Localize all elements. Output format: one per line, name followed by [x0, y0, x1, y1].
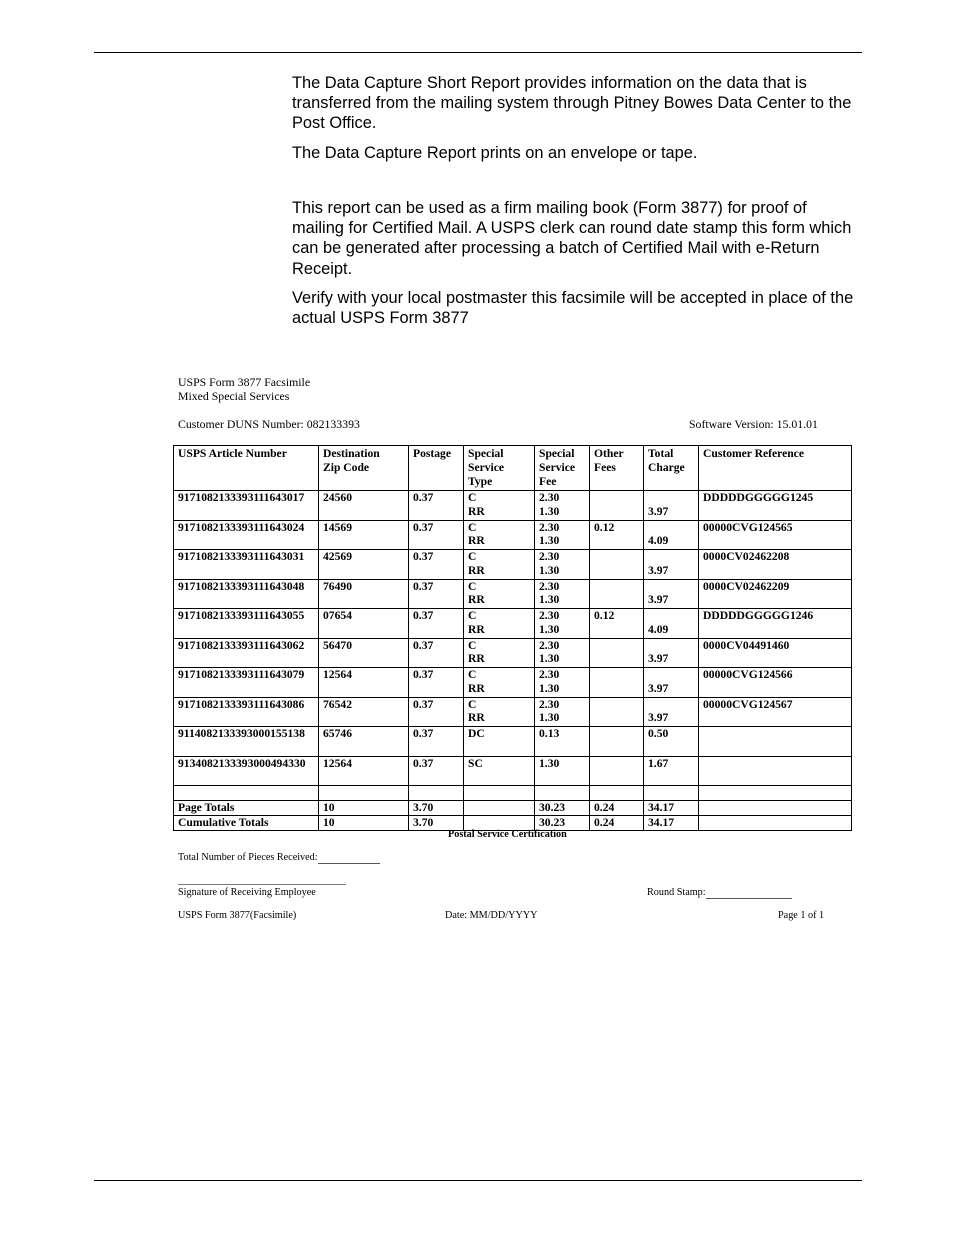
- header-destination-zip: Destination Zip Code: [319, 446, 409, 491]
- page-totals-label: Page Totals: [174, 801, 319, 816]
- cumulative-totals-count: 10: [319, 816, 409, 831]
- service-type-value: C: [468, 491, 477, 504]
- total-charge-value: 0.50: [648, 727, 669, 740]
- service-fee-cell: [535, 491, 590, 521]
- service-fee-value: 2.30: [539, 520, 560, 534]
- service-type-value: C: [468, 697, 477, 711]
- other-fees-cell: [590, 491, 644, 521]
- service-fee-value: 1.30: [539, 711, 560, 725]
- table-row: [174, 697, 852, 727]
- service-fee-cell: [535, 520, 590, 550]
- table-row: [174, 668, 852, 698]
- article-number-cell: 9171082133393111643086: [174, 697, 319, 727]
- service-type-value: C: [468, 609, 477, 622]
- zip-code-cell: 12564: [319, 756, 409, 786]
- service-fee-value: 2.30: [539, 609, 560, 622]
- header-customer-reference: Customer Reference: [699, 446, 852, 491]
- total-charge-cell: [644, 638, 699, 668]
- service-type-value: C: [468, 638, 477, 652]
- service-fee-value: 1.30: [539, 756, 560, 770]
- service-fee-value: 1.30: [539, 652, 560, 666]
- intro-paragraph-2: The Data Capture Report prints on an envelope or tape.: [292, 144, 698, 162]
- service-fee-value: 1.30: [539, 534, 560, 548]
- total-charge-value: 3.97: [648, 681, 669, 695]
- service-type-value: C: [468, 520, 477, 534]
- pieces-received-label: Total Number of Pieces Received:: [178, 852, 318, 863]
- service-fee-value: 2.30: [539, 697, 560, 711]
- customer-reference-cell: 0000CV02462208: [699, 550, 852, 580]
- round-stamp-label: Round Stamp:: [647, 887, 706, 898]
- cumulative-totals-ref: [699, 816, 852, 831]
- customer-reference-cell: 00000CVG124566: [699, 668, 852, 698]
- zip-code-cell: 76542: [319, 697, 409, 727]
- header-rule: [94, 52, 862, 53]
- customer-reference-cell: DDDDDGGGGG1245: [699, 491, 852, 521]
- article-number-cell: 9171082133393111643055: [174, 609, 319, 639]
- total-charge-value: 3.97: [648, 652, 669, 666]
- pieces-received-field: [178, 852, 380, 864]
- service-fee-cell: [535, 550, 590, 580]
- form-title: USPS Form 3877 Facsimile: [178, 375, 311, 389]
- total-charge-cell: [644, 520, 699, 550]
- customer-duns: Customer DUNS Number: 082133393: [178, 417, 360, 431]
- header-article-number: USPS Article Number: [174, 446, 319, 491]
- total-charge-value: 4.09: [648, 622, 669, 636]
- zip-code-cell: 24560: [319, 491, 409, 521]
- article-number-cell: 9171082133393111643048: [174, 579, 319, 609]
- service-type-value: C: [468, 550, 477, 563]
- table-row: [174, 520, 852, 550]
- service-fee-value: 1.30: [539, 563, 560, 577]
- article-number-cell: 9134082133393000494330: [174, 756, 319, 786]
- blank-row: [174, 786, 852, 801]
- service-fee-value: 0.13: [539, 727, 560, 740]
- total-charge-value: 1.67: [648, 756, 669, 770]
- total-charge-cell: [644, 579, 699, 609]
- service-fee-value: 1.30: [539, 504, 560, 518]
- postage-cell: 0.37: [409, 697, 464, 727]
- table-row: [174, 756, 852, 786]
- round-stamp-line: [706, 898, 792, 899]
- total-charge-cell: [644, 727, 699, 757]
- header-service-type: Special Service Type: [464, 446, 535, 491]
- intro-paragraph-4: Verify with your local postmaster this facsimile will be accepted in place of the actual USPS Form 3877: [292, 289, 854, 328]
- service-type-cell: [464, 756, 535, 786]
- table-row: [174, 609, 852, 639]
- zip-code-cell: 12564: [319, 668, 409, 698]
- intro-paragraph-1: The Data Capture Short Report provides information on the data that is transferred from the mailing system through Pitney Bowes Data Center to the Post Office.: [292, 74, 852, 133]
- zip-code-cell: 07654: [319, 609, 409, 639]
- postage-cell: 0.37: [409, 756, 464, 786]
- service-type-value: RR: [468, 534, 485, 548]
- footer-date: Date: MM/DD/YYYY: [445, 910, 538, 921]
- total-charge-cell: [644, 550, 699, 580]
- zip-code-cell: 76490: [319, 579, 409, 609]
- total-charge-value: 3.97: [648, 563, 669, 577]
- service-fee-cell: [535, 697, 590, 727]
- cumulative-totals-total: 34.17: [644, 816, 699, 831]
- service-fee-value: 2.30: [539, 638, 560, 652]
- customer-reference-cell: [699, 756, 852, 786]
- table-row: [174, 550, 852, 580]
- postage-cell: 0.37: [409, 727, 464, 757]
- form-subtitle: Mixed Special Services: [178, 389, 290, 403]
- postage-cell: 0.37: [409, 491, 464, 521]
- total-charge-cell: [644, 697, 699, 727]
- service-type-cell: [464, 491, 535, 521]
- service-type-cell: [464, 520, 535, 550]
- table-row: [174, 491, 852, 521]
- total-charge-cell: [644, 668, 699, 698]
- form-3877-table: [173, 445, 852, 831]
- footer-rule: [94, 1180, 862, 1181]
- service-fee-cell: [535, 609, 590, 639]
- article-number-cell: 9114082133393000155138: [174, 727, 319, 757]
- service-fee-cell: [535, 668, 590, 698]
- cumulative-totals-postage: 3.70: [409, 816, 464, 831]
- service-fee-value: 1.30: [539, 593, 560, 607]
- service-type-cell: [464, 727, 535, 757]
- table-row: [174, 638, 852, 668]
- zip-code-cell: 42569: [319, 550, 409, 580]
- other-fees-cell: [590, 727, 644, 757]
- service-type-value: C: [468, 668, 477, 681]
- page-totals-fee: 30.23: [535, 801, 590, 816]
- service-fee-value: 2.30: [539, 668, 560, 681]
- service-fee-cell: [535, 756, 590, 786]
- footer-form-name: USPS Form 3877(Facsimile): [178, 910, 297, 921]
- page-totals-count: 10: [319, 801, 409, 816]
- total-charge-value: 3.97: [648, 593, 669, 607]
- postage-cell: 0.37: [409, 550, 464, 580]
- service-type-value: RR: [468, 711, 485, 725]
- zip-code-cell: 65746: [319, 727, 409, 757]
- service-fee-value: 2.30: [539, 579, 560, 593]
- page-totals-postage: 3.70: [409, 801, 464, 816]
- customer-reference-cell: 0000CV04491460: [699, 638, 852, 668]
- page-totals-type: [464, 801, 535, 816]
- postage-cell: 0.37: [409, 638, 464, 668]
- other-fees-cell: [590, 668, 644, 698]
- service-type-cell: [464, 697, 535, 727]
- other-fees-cell: 0.12: [590, 609, 644, 639]
- service-type-cell: [464, 668, 535, 698]
- round-stamp-field: [647, 887, 792, 899]
- service-type-cell: [464, 579, 535, 609]
- header-postage: Postage: [409, 446, 464, 491]
- cumulative-totals-label: Cumulative Totals: [174, 816, 319, 831]
- page-totals-total: 34.17: [644, 801, 699, 816]
- service-fee-cell: [535, 638, 590, 668]
- total-charge-value: 3.97: [648, 504, 669, 518]
- cumulative-totals-fee: 30.23: [535, 816, 590, 831]
- total-charge-value: 3.97: [648, 711, 669, 725]
- service-type-cell: [464, 550, 535, 580]
- customer-reference-cell: 00000CVG124567: [699, 697, 852, 727]
- page-totals-other: 0.24: [590, 801, 644, 816]
- service-type-value: RR: [468, 504, 485, 518]
- customer-reference-cell: 00000CVG124565: [699, 520, 852, 550]
- service-type-value: RR: [468, 622, 485, 636]
- cumulative-totals-other: 0.24: [590, 816, 644, 831]
- other-fees-cell: [590, 697, 644, 727]
- customer-reference-cell: DDDDDGGGGG1246: [699, 609, 852, 639]
- other-fees-cell: [590, 756, 644, 786]
- service-type-value: RR: [468, 593, 485, 607]
- article-number-cell: 9171082133393111643062: [174, 638, 319, 668]
- other-fees-cell: [590, 579, 644, 609]
- service-type-value: RR: [468, 652, 485, 666]
- postage-cell: 0.37: [409, 579, 464, 609]
- signature-line: [178, 884, 346, 885]
- service-fee-value: 1.30: [539, 681, 560, 695]
- table-row: [174, 727, 852, 757]
- postal-service-certification: Postal Service Certification: [448, 829, 567, 840]
- signature-label: Signature of Receiving Employee: [178, 887, 316, 898]
- header-service-fee: Special Service Fee: [535, 446, 590, 491]
- service-fee-value: 2.30: [539, 550, 560, 563]
- footer-page-number: Page 1 of 1: [778, 910, 825, 921]
- total-charge-value: 4.09: [648, 534, 669, 548]
- service-type-value: DC: [468, 727, 485, 740]
- article-number-cell: 9171082133393111643024: [174, 520, 319, 550]
- other-fees-cell: 0.12: [590, 520, 644, 550]
- header-other-fees: Other Fees: [590, 446, 644, 491]
- service-fee-value: 2.30: [539, 491, 560, 504]
- software-version: Software Version: 15.01.01: [689, 417, 818, 431]
- page-totals-row: [174, 801, 852, 816]
- total-charge-cell: [644, 609, 699, 639]
- service-fee-value: 1.30: [539, 622, 560, 636]
- table-header-row: [174, 446, 852, 491]
- service-type-value: RR: [468, 563, 485, 577]
- postage-cell: 0.37: [409, 520, 464, 550]
- total-charge-cell: [644, 491, 699, 521]
- table-row: [174, 579, 852, 609]
- intro-paragraph-3: This report can be used as a firm mailing book (Form 3877) for proof of mailing for Certified Mail. A USPS clerk can round date stamp this form which can be generated after processing a batch of Certified Mail with e-Return Receipt.: [292, 199, 852, 278]
- customer-reference-cell: 0000CV02462209: [699, 579, 852, 609]
- customer-reference-cell: [699, 727, 852, 757]
- other-fees-cell: [590, 550, 644, 580]
- article-number-cell: 9171082133393111643079: [174, 668, 319, 698]
- service-fee-cell: [535, 727, 590, 757]
- postage-cell: 0.37: [409, 668, 464, 698]
- article-number-cell: 9171082133393111643031: [174, 550, 319, 580]
- service-type-value: C: [468, 579, 477, 593]
- page-totals-ref: [699, 801, 852, 816]
- pieces-received-line: [318, 863, 380, 864]
- service-fee-cell: [535, 579, 590, 609]
- total-charge-cell: [644, 756, 699, 786]
- article-number-cell: 9171082133393111643017: [174, 491, 319, 521]
- service-type-cell: [464, 638, 535, 668]
- service-type-value: SC: [468, 756, 483, 770]
- service-type-cell: [464, 609, 535, 639]
- header-total-charge: Total Charge: [644, 446, 699, 491]
- service-type-value: RR: [468, 681, 485, 695]
- zip-code-cell: 56470: [319, 638, 409, 668]
- other-fees-cell: [590, 638, 644, 668]
- postage-cell: 0.37: [409, 609, 464, 639]
- zip-code-cell: 14569: [319, 520, 409, 550]
